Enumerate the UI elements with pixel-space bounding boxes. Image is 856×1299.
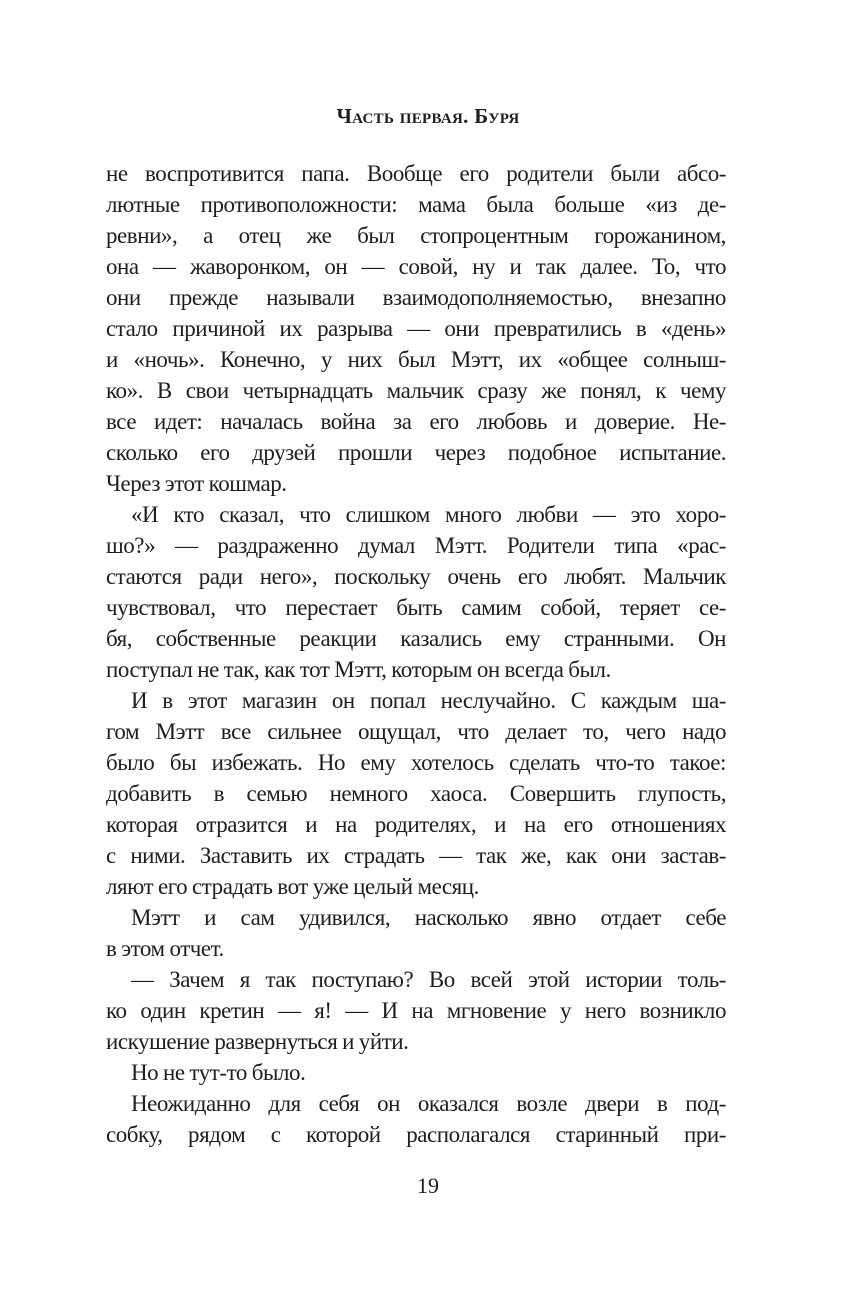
text-line: ко один кретин — я! — И на мгновение у него возникло [106, 998, 726, 1023]
text-line: не воспротивится папа. Вообще его родители были абсо- [106, 161, 726, 186]
text-line: лютные противоположности: мама была больше «из де- [106, 192, 726, 217]
text-line: гом Мэтт все сильнее ощущал, что делает то, чего надо [106, 719, 726, 744]
text-line: было бы избежать. Но ему хотелось сделать что-то такое: [106, 750, 726, 775]
text-line: ляют его страдать вот уже целый месяц. [106, 874, 479, 899]
text-line: с ними. Заставить их страдать — так же, как они застав- [106, 843, 726, 868]
paragraph [106, 964, 726, 1057]
paragraph [106, 902, 726, 964]
text-line: ревни», а отец же был стопроцентным горожанином, [106, 223, 726, 248]
text-line: сколько его друзей прошли через подобное испытание. [106, 440, 726, 465]
text-line: стало причиной их разрыва — они превратились в «день» [106, 316, 726, 341]
text-line: стаются ради него», поскольку очень его любят. Мальчик [106, 564, 726, 589]
text-line: в этом отчет. [106, 936, 224, 961]
text-line: Но не тут-то было. [131, 1060, 306, 1085]
text-line: добавить в семью немного хаоса. Совершить глупость, [106, 781, 726, 806]
paragraph [106, 1057, 726, 1088]
text-line: чувствовал, что перестает быть самим собой, теряет се- [106, 595, 726, 620]
text-line: которая отразится и на родителях, и на его отношениях [106, 812, 726, 837]
page-number: 19 [417, 1173, 439, 1198]
text-line: они прежде называли взаимодополняемостью, внезапно [106, 285, 726, 310]
text-line: бя, собственные реакции казались ему странными. Он [106, 626, 726, 651]
text-line: она — жаворонком, он — совой, ну и так далее. То, что [106, 254, 726, 279]
text-line: шо?» — раздраженно думал Мэтт. Родители типа «рас- [106, 533, 726, 558]
text-line: и «ночь». Конечно, у них был Мэтт, их «общее солныш- [106, 347, 726, 372]
text-line: Через этот кошмар. [106, 471, 287, 496]
text-line: поступал не так, как тот Мэтт, которым он всегда был. [106, 657, 611, 682]
paragraph [106, 1088, 726, 1150]
text-line: Мэтт и сам удивился, насколько явно отдает себе [131, 905, 726, 930]
text-line: Неожиданно для себя он оказался возле двери в под- [131, 1091, 726, 1116]
paragraph [106, 499, 726, 685]
text-line: собку, рядом с которой располагался старинный при- [106, 1122, 726, 1147]
body-text [106, 158, 726, 1150]
running-head: Часть первая. Буря [336, 104, 520, 128]
text-line: — Зачем я так поступаю? Во всей этой истории толь- [131, 967, 726, 992]
text-line: «И кто сказал, что слишком много любви — это хоро- [131, 502, 726, 527]
text-line: все идет: началась война за его любовь и доверие. Не- [106, 409, 726, 434]
text-line: искушение развернуться и уйти. [106, 1029, 409, 1054]
text-line: ко». В свои четырнадцать мальчик сразу же понял, к чему [106, 378, 726, 403]
paragraph [106, 685, 726, 902]
text-line: И в этот магазин он попал неслучайно. С каждым ша- [131, 688, 726, 713]
paragraph [106, 158, 726, 499]
